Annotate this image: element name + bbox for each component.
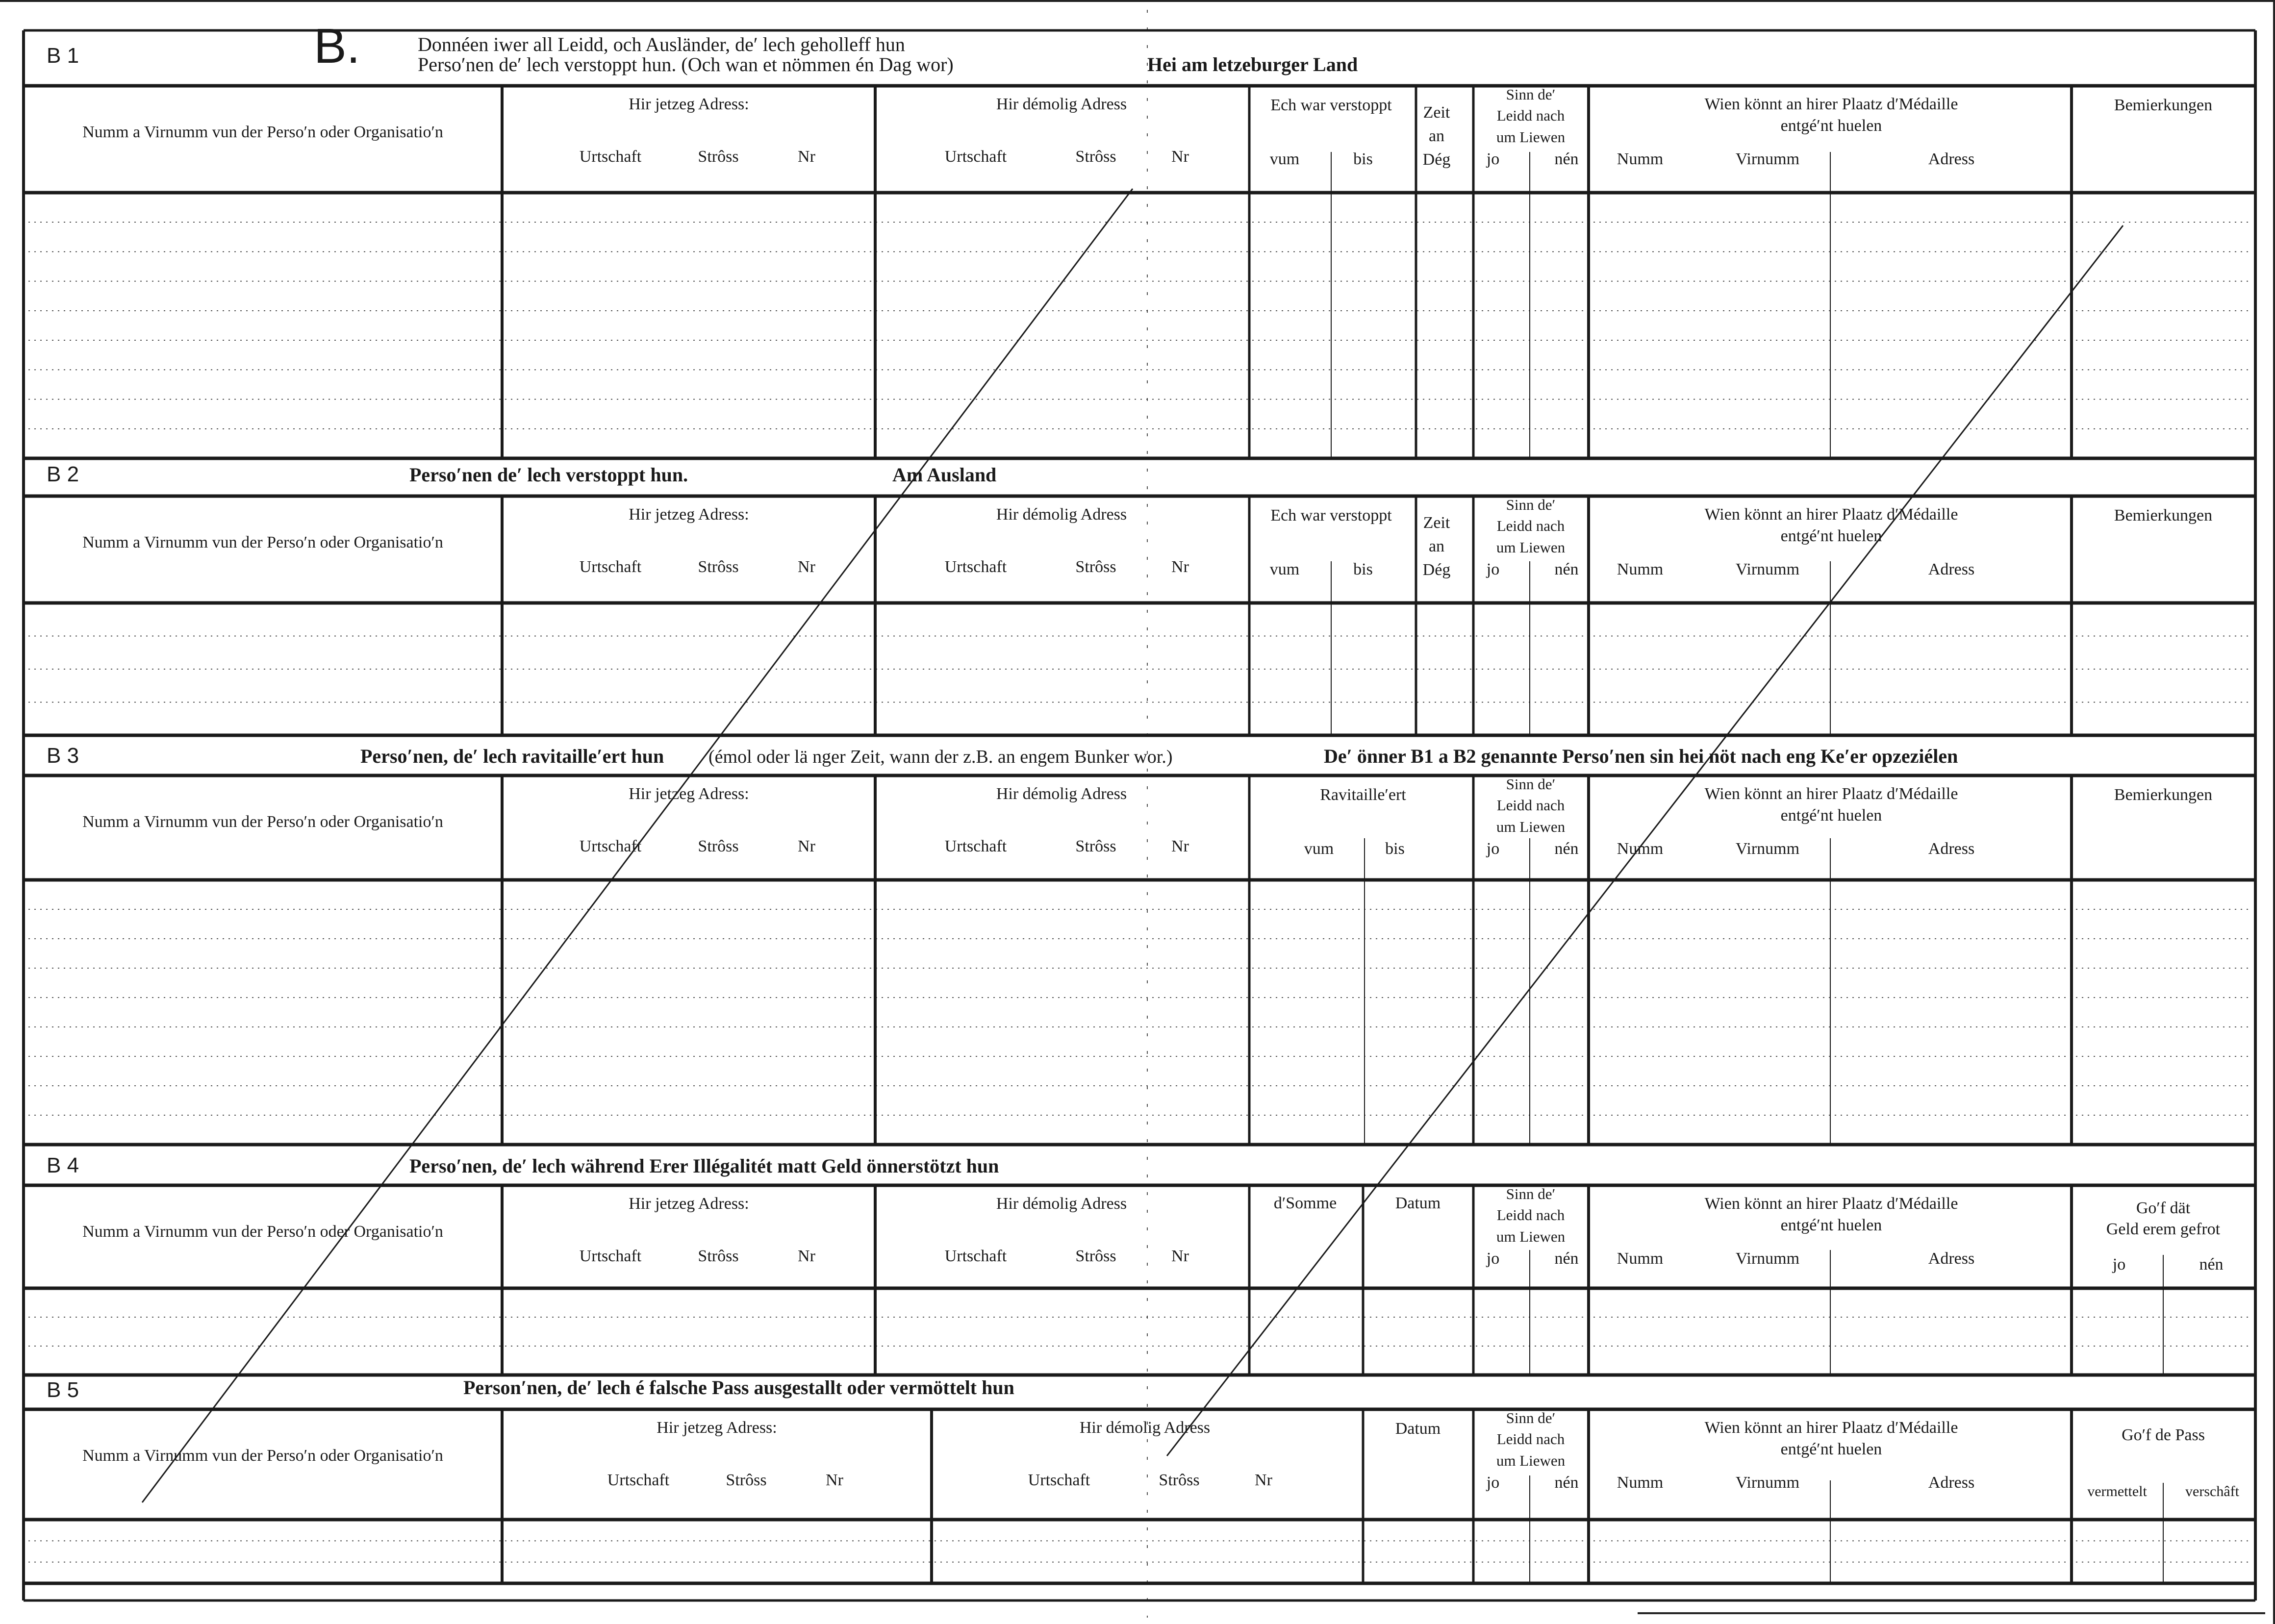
place-header: Urtschaft bbox=[579, 837, 642, 855]
pass-mediated-header: vermettelt bbox=[2087, 1483, 2147, 1499]
medal-name-header: Numm bbox=[1617, 150, 1664, 168]
yes-header: jo bbox=[1486, 560, 1500, 578]
street-header: Strôss bbox=[698, 558, 739, 576]
intro-line-1: Donnéen iwer all Leidd, och Ausländer, de′ lech geholleff hun bbox=[418, 33, 905, 55]
yes-header: jo bbox=[1486, 1474, 1500, 1492]
number-header: Nr bbox=[826, 1471, 843, 1489]
number-header: Nr bbox=[798, 558, 815, 576]
from-header: vum bbox=[1304, 840, 1334, 858]
medal-header: entgé′nt huelen bbox=[1780, 1216, 1882, 1234]
date-header: Datum bbox=[1395, 1194, 1441, 1212]
medal-firstname-header: Virnumm bbox=[1735, 560, 1800, 578]
yes-header: jo bbox=[1486, 150, 1500, 168]
alive-header: Leidd nach bbox=[1496, 797, 1565, 814]
to-header: bis bbox=[1353, 150, 1373, 168]
pass-procured-header: verschâft bbox=[2185, 1483, 2239, 1499]
former-address-header: Hir démolig Adress bbox=[1079, 1419, 1211, 1437]
days-header: Dég bbox=[1422, 561, 1451, 579]
intro-line-2b: Hei am letzeburger Land bbox=[1147, 53, 1358, 75]
section-title-b3-remark: De′ önner B1 a B2 genannte Perso′nen sin hei nöt nach eng Ke′er opzeziélen bbox=[1324, 745, 1958, 767]
place-header: Urtschaft bbox=[579, 558, 642, 576]
hidden-header: Ech war verstoppt bbox=[1270, 96, 1392, 114]
name-header: Numm a Virnumm vun der Perso′n oder Organisatio′n bbox=[82, 533, 443, 551]
number-header: Nr bbox=[1171, 1247, 1189, 1265]
section-code-b2: B 2 bbox=[47, 462, 79, 486]
alive-header: Sinn de′ bbox=[1506, 86, 1556, 103]
medal-header: Wien könnt an hirer Plaatz d′Médaille bbox=[1704, 95, 1958, 113]
number-header: Nr bbox=[798, 837, 815, 855]
money-returned-header: Go′f dät bbox=[2136, 1199, 2191, 1217]
alive-header: um Liewen bbox=[1496, 1452, 1566, 1469]
current-address-header: Hir jetzeg Adress: bbox=[629, 95, 749, 113]
days-header: an bbox=[1428, 537, 1445, 555]
alive-header: Leidd nach bbox=[1496, 107, 1565, 124]
street-header: Strôss bbox=[726, 1471, 767, 1489]
medal-address-header: Adress bbox=[1928, 1249, 1975, 1268]
street-header: Strôss bbox=[698, 837, 739, 855]
alive-header: Sinn de′ bbox=[1506, 1185, 1556, 1202]
alive-header: um Liewen bbox=[1496, 128, 1566, 146]
medal-header: entgé′nt huelen bbox=[1780, 1440, 1882, 1458]
medal-header: entgé′nt huelen bbox=[1780, 806, 1882, 824]
alive-header: Leidd nach bbox=[1496, 517, 1565, 534]
section-title-b5: Person′nen, de′ lech é falsche Pass ausgestallt oder vermöttelt hun bbox=[463, 1376, 1014, 1399]
current-address-header: Hir jetzeg Adress: bbox=[629, 1195, 749, 1213]
medal-header: Wien könnt an hirer Plaatz d′Médaille bbox=[1704, 1419, 1958, 1437]
scan-edge-right bbox=[2273, 0, 2275, 1624]
place-header: Urtschaft bbox=[944, 1247, 1007, 1265]
medal-name-header: Numm bbox=[1617, 560, 1664, 578]
place-header: Urtschaft bbox=[607, 1471, 670, 1489]
scan-edge-top bbox=[0, 0, 2275, 2]
number-header: Nr bbox=[798, 1247, 815, 1265]
alive-header: Sinn de′ bbox=[1506, 1409, 1556, 1426]
name-header: Numm a Virnumm vun der Perso′n oder Organisatio′n bbox=[82, 813, 443, 831]
medal-name-header: Numm bbox=[1617, 840, 1664, 858]
medal-firstname-header: Virnumm bbox=[1735, 1249, 1800, 1268]
street-header: Strôss bbox=[1159, 1471, 1200, 1489]
medal-firstname-header: Virnumm bbox=[1735, 840, 1800, 858]
sum-header: d′Somme bbox=[1273, 1194, 1337, 1212]
intro-line-2: Perso′nen de′ lech verstoppt hun. (Och wan et nömmen én Dag wor) bbox=[418, 53, 954, 75]
alive-header: um Liewen bbox=[1496, 818, 1566, 835]
place-header: Urtschaft bbox=[944, 558, 1007, 576]
from-header: vum bbox=[1269, 560, 1300, 578]
medal-address-header: Adress bbox=[1928, 150, 1975, 168]
days-header: Zeit bbox=[1423, 514, 1450, 532]
medal-header: Wien könnt an hirer Plaatz d′Médaille bbox=[1704, 505, 1958, 524]
street-header: Strôss bbox=[1075, 837, 1116, 855]
yes-header: jo bbox=[2112, 1255, 2126, 1274]
no-header: nén bbox=[1554, 1474, 1579, 1492]
place-header: Urtschaft bbox=[944, 148, 1007, 166]
current-address-header: Hir jetzeg Adress: bbox=[629, 785, 749, 803]
place-header: Urtschaft bbox=[579, 1247, 642, 1265]
former-address-header: Hir démolig Adress bbox=[996, 785, 1127, 803]
yes-header: jo bbox=[1486, 840, 1500, 858]
to-header: bis bbox=[1353, 560, 1373, 578]
form-labels bbox=[47, 19, 2240, 1499]
section-title-b2: Perso′nen de′ lech verstoppt hun. bbox=[409, 464, 688, 486]
section-code-b4: B 4 bbox=[47, 1153, 79, 1177]
remarks-header: Bemierkungen bbox=[2114, 506, 2213, 525]
street-header: Strôss bbox=[1075, 1247, 1116, 1265]
form-letter: B. bbox=[314, 19, 360, 74]
name-header: Numm a Virnumm vun der Perso′n oder Organisatio′n bbox=[82, 1223, 443, 1241]
name-header: Numm a Virnumm vun der Perso′n oder Organisatio′n bbox=[82, 123, 443, 141]
section-code-b3: B 3 bbox=[47, 744, 79, 768]
number-header: Nr bbox=[1171, 837, 1189, 855]
no-header: nén bbox=[1554, 1249, 1579, 1268]
former-address-header: Hir démolig Adress bbox=[996, 95, 1127, 113]
alive-header: Leidd nach bbox=[1496, 1206, 1565, 1224]
no-header: nén bbox=[1554, 150, 1579, 168]
number-header: Nr bbox=[1171, 558, 1189, 576]
medal-firstname-header: Virnumm bbox=[1735, 1474, 1800, 1492]
current-address-header: Hir jetzeg Adress: bbox=[629, 505, 749, 524]
yes-header: jo bbox=[1486, 1249, 1500, 1268]
medal-header: Wien könnt an hirer Plaatz d′Médaille bbox=[1704, 1195, 1958, 1213]
number-header: Nr bbox=[1171, 148, 1189, 166]
medal-header: entgé′nt huelen bbox=[1780, 117, 1882, 135]
alive-header: um Liewen bbox=[1496, 1228, 1566, 1245]
days-header: an bbox=[1428, 127, 1445, 145]
medal-name-header: Numm bbox=[1617, 1474, 1664, 1492]
scan-edge-bottom bbox=[1638, 1612, 2265, 1614]
to-header: bis bbox=[1385, 840, 1405, 858]
current-address-header: Hir jetzeg Adress: bbox=[657, 1419, 777, 1437]
from-header: vum bbox=[1269, 150, 1300, 168]
alive-header: Sinn de′ bbox=[1506, 775, 1556, 793]
former-address-header: Hir démolig Adress bbox=[996, 1195, 1127, 1213]
date-header: Datum bbox=[1395, 1420, 1441, 1438]
number-header: Nr bbox=[798, 148, 815, 166]
medal-address-header: Adress bbox=[1928, 840, 1975, 858]
place-header: Urtschaft bbox=[579, 148, 642, 166]
money-returned-header: Geld erem gefrot bbox=[2106, 1220, 2221, 1238]
street-header: Strôss bbox=[698, 148, 739, 166]
days-header: Zeit bbox=[1423, 103, 1450, 122]
remarks-header: Bemierkungen bbox=[2114, 96, 2213, 114]
street-header: Strôss bbox=[1075, 558, 1116, 576]
remarks-header: Bemierkungen bbox=[2114, 786, 2213, 804]
section-title-b4: Perso′nen, de′ lech während Erer Illégalitét matt Geld önnerstötzt hun bbox=[409, 1155, 999, 1177]
no-header: nén bbox=[2199, 1255, 2224, 1274]
medal-address-header: Adress bbox=[1928, 560, 1975, 578]
hidden-header: Ech war verstoppt bbox=[1270, 506, 1392, 525]
alive-header: Leidd nach bbox=[1496, 1430, 1565, 1448]
number-header: Nr bbox=[1255, 1471, 1272, 1489]
alive-header: Sinn de′ bbox=[1506, 496, 1556, 513]
section-code-b1: B 1 bbox=[47, 44, 79, 68]
medal-name-header: Numm bbox=[1617, 1249, 1664, 1268]
section-title-b3: Perso′nen, de′ lech ravitaille′ert hun bbox=[360, 745, 664, 767]
street-header: Strôss bbox=[1075, 148, 1116, 166]
place-header: Urtschaft bbox=[1028, 1471, 1090, 1489]
medal-address-header: Adress bbox=[1928, 1474, 1975, 1492]
section-code-b5: B 5 bbox=[47, 1378, 79, 1402]
street-header: Strôss bbox=[698, 1247, 739, 1265]
no-header: nén bbox=[1554, 840, 1579, 858]
section-title-b2-suffix: Am Ausland bbox=[892, 464, 997, 486]
no-header: nén bbox=[1554, 560, 1579, 578]
medal-header: entgé′nt huelen bbox=[1780, 527, 1882, 545]
place-header: Urtschaft bbox=[944, 837, 1007, 855]
medal-header: Wien könnt an hirer Plaatz d′Médaille bbox=[1704, 785, 1958, 803]
days-header: Dég bbox=[1422, 150, 1451, 169]
section-title-b3-note: (émol oder lä nger Zeit, wann der z.B. an engem Bunker wor.) bbox=[708, 747, 1173, 767]
medal-firstname-header: Virnumm bbox=[1735, 150, 1800, 168]
alive-header: um Liewen bbox=[1496, 539, 1566, 556]
supplied-header: Ravitaille′ert bbox=[1320, 786, 1406, 804]
name-header: Numm a Virnumm vun der Perso′n oder Organisatio′n bbox=[82, 1447, 443, 1465]
former-address-header: Hir démolig Adress bbox=[996, 505, 1127, 524]
pass-header: Go′f de Pass bbox=[2122, 1426, 2205, 1444]
